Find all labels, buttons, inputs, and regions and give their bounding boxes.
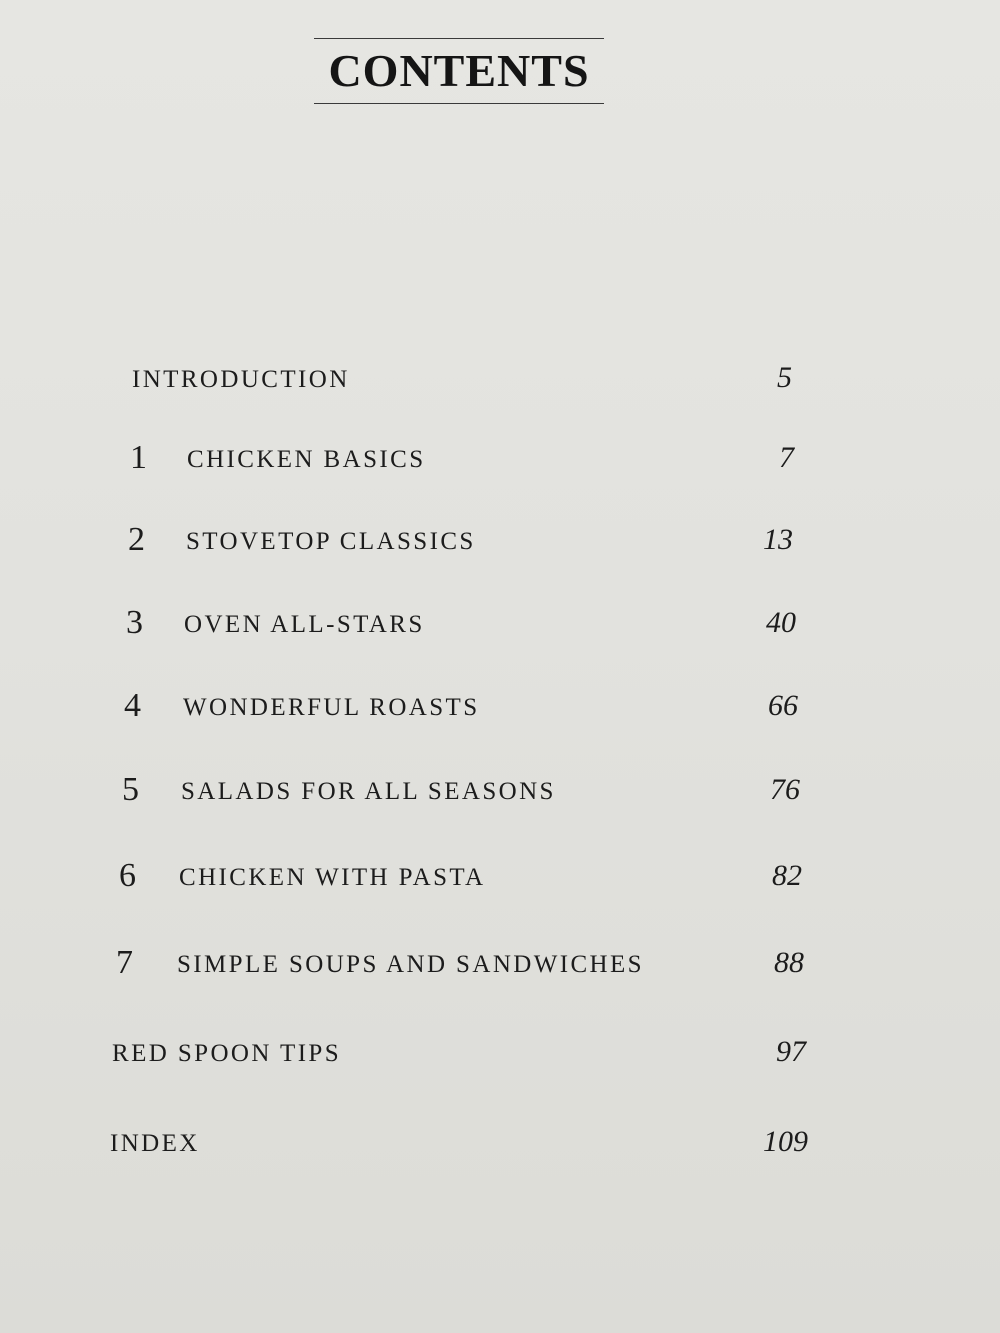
chapter-number: 5 bbox=[122, 771, 139, 808]
toc-entry-label: OVEN ALL-STARS bbox=[184, 611, 425, 638]
chapter-number: 1 bbox=[130, 439, 147, 476]
chapter-number: 7 bbox=[116, 944, 133, 981]
toc-entry-page: 76 bbox=[770, 773, 800, 806]
toc-entry-chapter-1 bbox=[0, 438, 1000, 478]
chapter-number: 2 bbox=[128, 521, 145, 558]
toc-entry-label: SIMPLE SOUPS AND SANDWICHES bbox=[177, 951, 644, 978]
toc-entry-page: 40 bbox=[766, 606, 796, 639]
toc-entry-chapter-2 bbox=[0, 520, 1000, 560]
toc-entry-label: CHICKEN WITH PASTA bbox=[179, 864, 486, 891]
toc-entry-label: CHICKEN BASICS bbox=[187, 446, 426, 473]
chapter-number: 4 bbox=[124, 687, 141, 724]
chapter-number: 3 bbox=[126, 604, 143, 641]
toc-entry-label: SALADS FOR ALL SEASONS bbox=[181, 778, 556, 805]
toc-entry-chapter-3 bbox=[0, 603, 1000, 643]
page-title: CONTENTS bbox=[328, 45, 590, 96]
toc-entry-chapter-7 bbox=[0, 943, 1000, 983]
toc-entry-chapter-6 bbox=[0, 856, 1000, 896]
toc-entry-page: 88 bbox=[774, 946, 804, 979]
toc-entry-chapter-4 bbox=[0, 686, 1000, 726]
toc-entry-index bbox=[0, 1122, 1000, 1162]
toc-entry-label: WONDERFUL ROASTS bbox=[183, 694, 480, 721]
toc-entry-page: 13 bbox=[763, 523, 793, 556]
toc-entry-label: RED SPOON TIPS bbox=[112, 1040, 342, 1067]
toc-entry-introduction bbox=[0, 358, 1000, 398]
toc-entry-page: 7 bbox=[779, 441, 794, 474]
chapter-number: 6 bbox=[119, 857, 136, 894]
toc-entry-label: INTRODUCTION bbox=[132, 366, 350, 393]
toc-entry-chapter-5 bbox=[0, 770, 1000, 810]
title-rule-box bbox=[314, 38, 604, 104]
toc-entry-label: INDEX bbox=[110, 1130, 200, 1157]
toc-entry-page: 5 bbox=[777, 361, 792, 394]
toc-entry-label: STOVETOP CLASSICS bbox=[186, 528, 476, 555]
toc-entry-page: 82 bbox=[772, 859, 802, 892]
toc-entry-page: 97 bbox=[776, 1035, 806, 1068]
toc-entry-page: 66 bbox=[768, 689, 798, 722]
toc-entry-page: 109 bbox=[763, 1125, 808, 1158]
toc-entry-red-spoon-tips bbox=[0, 1032, 1000, 1072]
